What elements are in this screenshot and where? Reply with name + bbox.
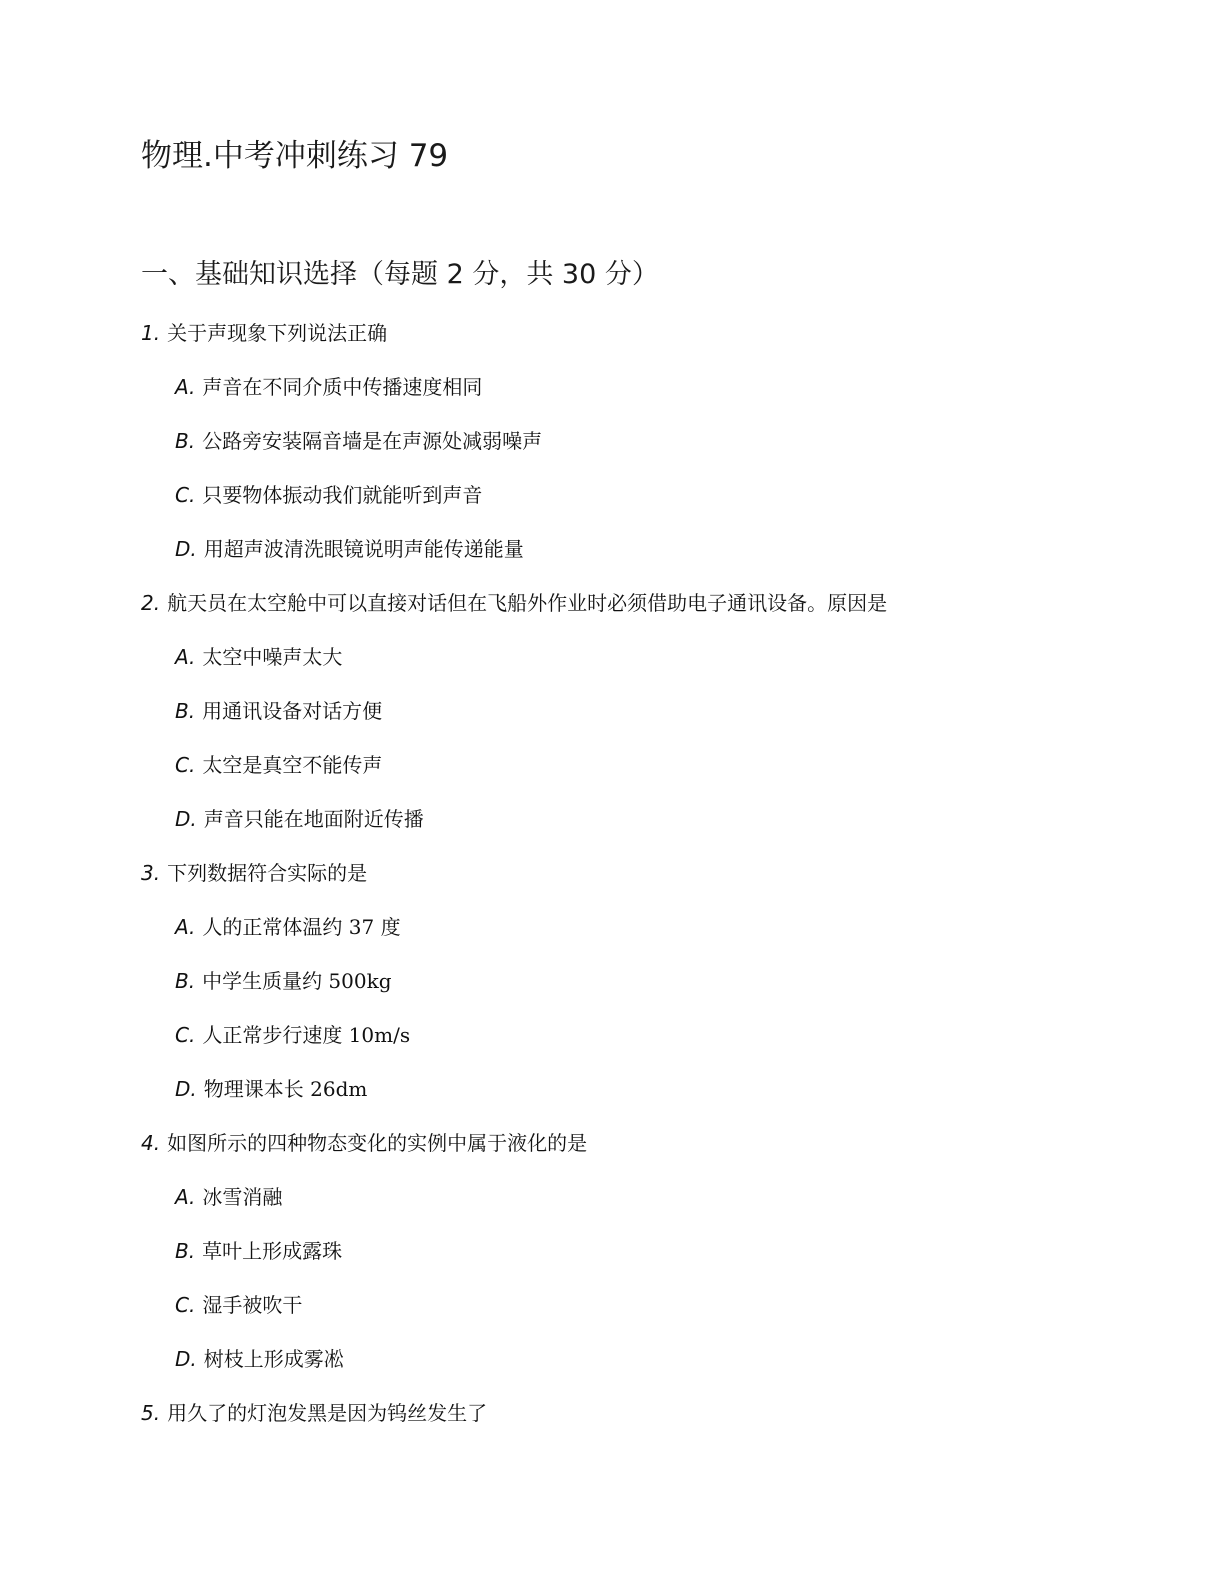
option-text: 声音在不同介质中传播速度相同 xyxy=(202,375,483,399)
option-letter: C. xyxy=(175,753,196,777)
option-text: 湿手被吹干 xyxy=(202,1293,303,1317)
option-letter: A. xyxy=(175,645,196,669)
option-letter: B. xyxy=(175,969,196,993)
question-1 xyxy=(141,318,387,348)
question-4-option-a xyxy=(175,1182,282,1212)
option-letter: D. xyxy=(175,537,197,561)
document-title: 物理.中考冲刺练习 79 xyxy=(141,138,449,174)
question-2-option-c xyxy=(175,750,382,780)
option-text: 太空中噪声太大 xyxy=(202,645,343,669)
question-number: 1. xyxy=(141,321,161,345)
option-text: 用通讯设备对话方便 xyxy=(202,699,383,723)
option-letter: A. xyxy=(175,375,196,399)
option-text: 太空是真空不能传声 xyxy=(202,753,383,777)
option-text: 冰雪消融 xyxy=(202,1185,283,1209)
question-1-option-c xyxy=(175,480,482,510)
question-2-option-d xyxy=(175,804,424,834)
option-letter: C. xyxy=(175,1023,196,1047)
question-4-option-d xyxy=(175,1344,344,1374)
question-text: 用久了的灯泡发黑是因为钨丝发生了 xyxy=(167,1401,488,1425)
option-letter: C. xyxy=(175,1293,196,1317)
question-number: 5. xyxy=(141,1401,161,1425)
option-text: 树枝上形成雾凇 xyxy=(203,1347,344,1371)
question-2-option-a xyxy=(175,642,342,672)
option-letter: C. xyxy=(175,483,196,507)
option-letter: B. xyxy=(175,699,196,723)
question-5 xyxy=(141,1398,487,1428)
question-text: 航天员在太空舱中可以直接对话但在飞船外作业时必须借助电子通讯设备。原因是 xyxy=(167,591,888,615)
question-3-option-c xyxy=(175,1020,410,1050)
option-letter: D. xyxy=(175,807,197,831)
option-text: 公路旁安装隔音墙是在声源处减弱噪声 xyxy=(202,429,543,453)
question-4 xyxy=(141,1128,587,1158)
question-3-option-d xyxy=(175,1074,367,1104)
question-1-option-b xyxy=(175,426,542,456)
option-text: 只要物体振动我们就能听到声音 xyxy=(202,483,483,507)
question-number: 2. xyxy=(141,591,161,615)
question-2-option-b xyxy=(175,696,382,726)
option-text: 物理课本长 26dm xyxy=(203,1077,368,1101)
question-4-option-c xyxy=(175,1290,302,1320)
option-text: 人正常步行速度 10m/s xyxy=(202,1023,411,1047)
option-text: 人的正常体温约 37 度 xyxy=(202,915,401,939)
question-number: 3. xyxy=(141,861,161,885)
option-letter: A. xyxy=(175,915,196,939)
option-letter: A. xyxy=(175,1185,196,1209)
question-number: 4. xyxy=(141,1131,161,1155)
question-3 xyxy=(141,858,367,888)
option-text: 声音只能在地面附近传播 xyxy=(203,807,424,831)
question-text: 下列数据符合实际的是 xyxy=(167,861,368,885)
section-heading: 一、基础知识选择（每题 2 分，共 30 分） xyxy=(141,259,659,290)
option-text: 草叶上形成露珠 xyxy=(202,1239,343,1263)
question-text: 关于声现象下列说法正确 xyxy=(167,321,388,345)
option-letter: B. xyxy=(175,429,196,453)
option-letter: B. xyxy=(175,1239,196,1263)
question-3-option-b xyxy=(175,966,392,996)
question-1-option-a xyxy=(175,372,482,402)
question-text: 如图所示的四种物态变化的实例中属于液化的是 xyxy=(167,1131,588,1155)
question-2 xyxy=(141,588,887,618)
question-4-option-b xyxy=(175,1236,342,1266)
question-3-option-a xyxy=(175,912,401,942)
option-text: 中学生质量约 500kg xyxy=(202,969,392,993)
question-1-option-d xyxy=(175,534,524,564)
option-text: 用超声波清洗眼镜说明声能传递能量 xyxy=(203,537,524,561)
option-letter: D. xyxy=(175,1347,197,1371)
option-letter: D. xyxy=(175,1077,197,1101)
